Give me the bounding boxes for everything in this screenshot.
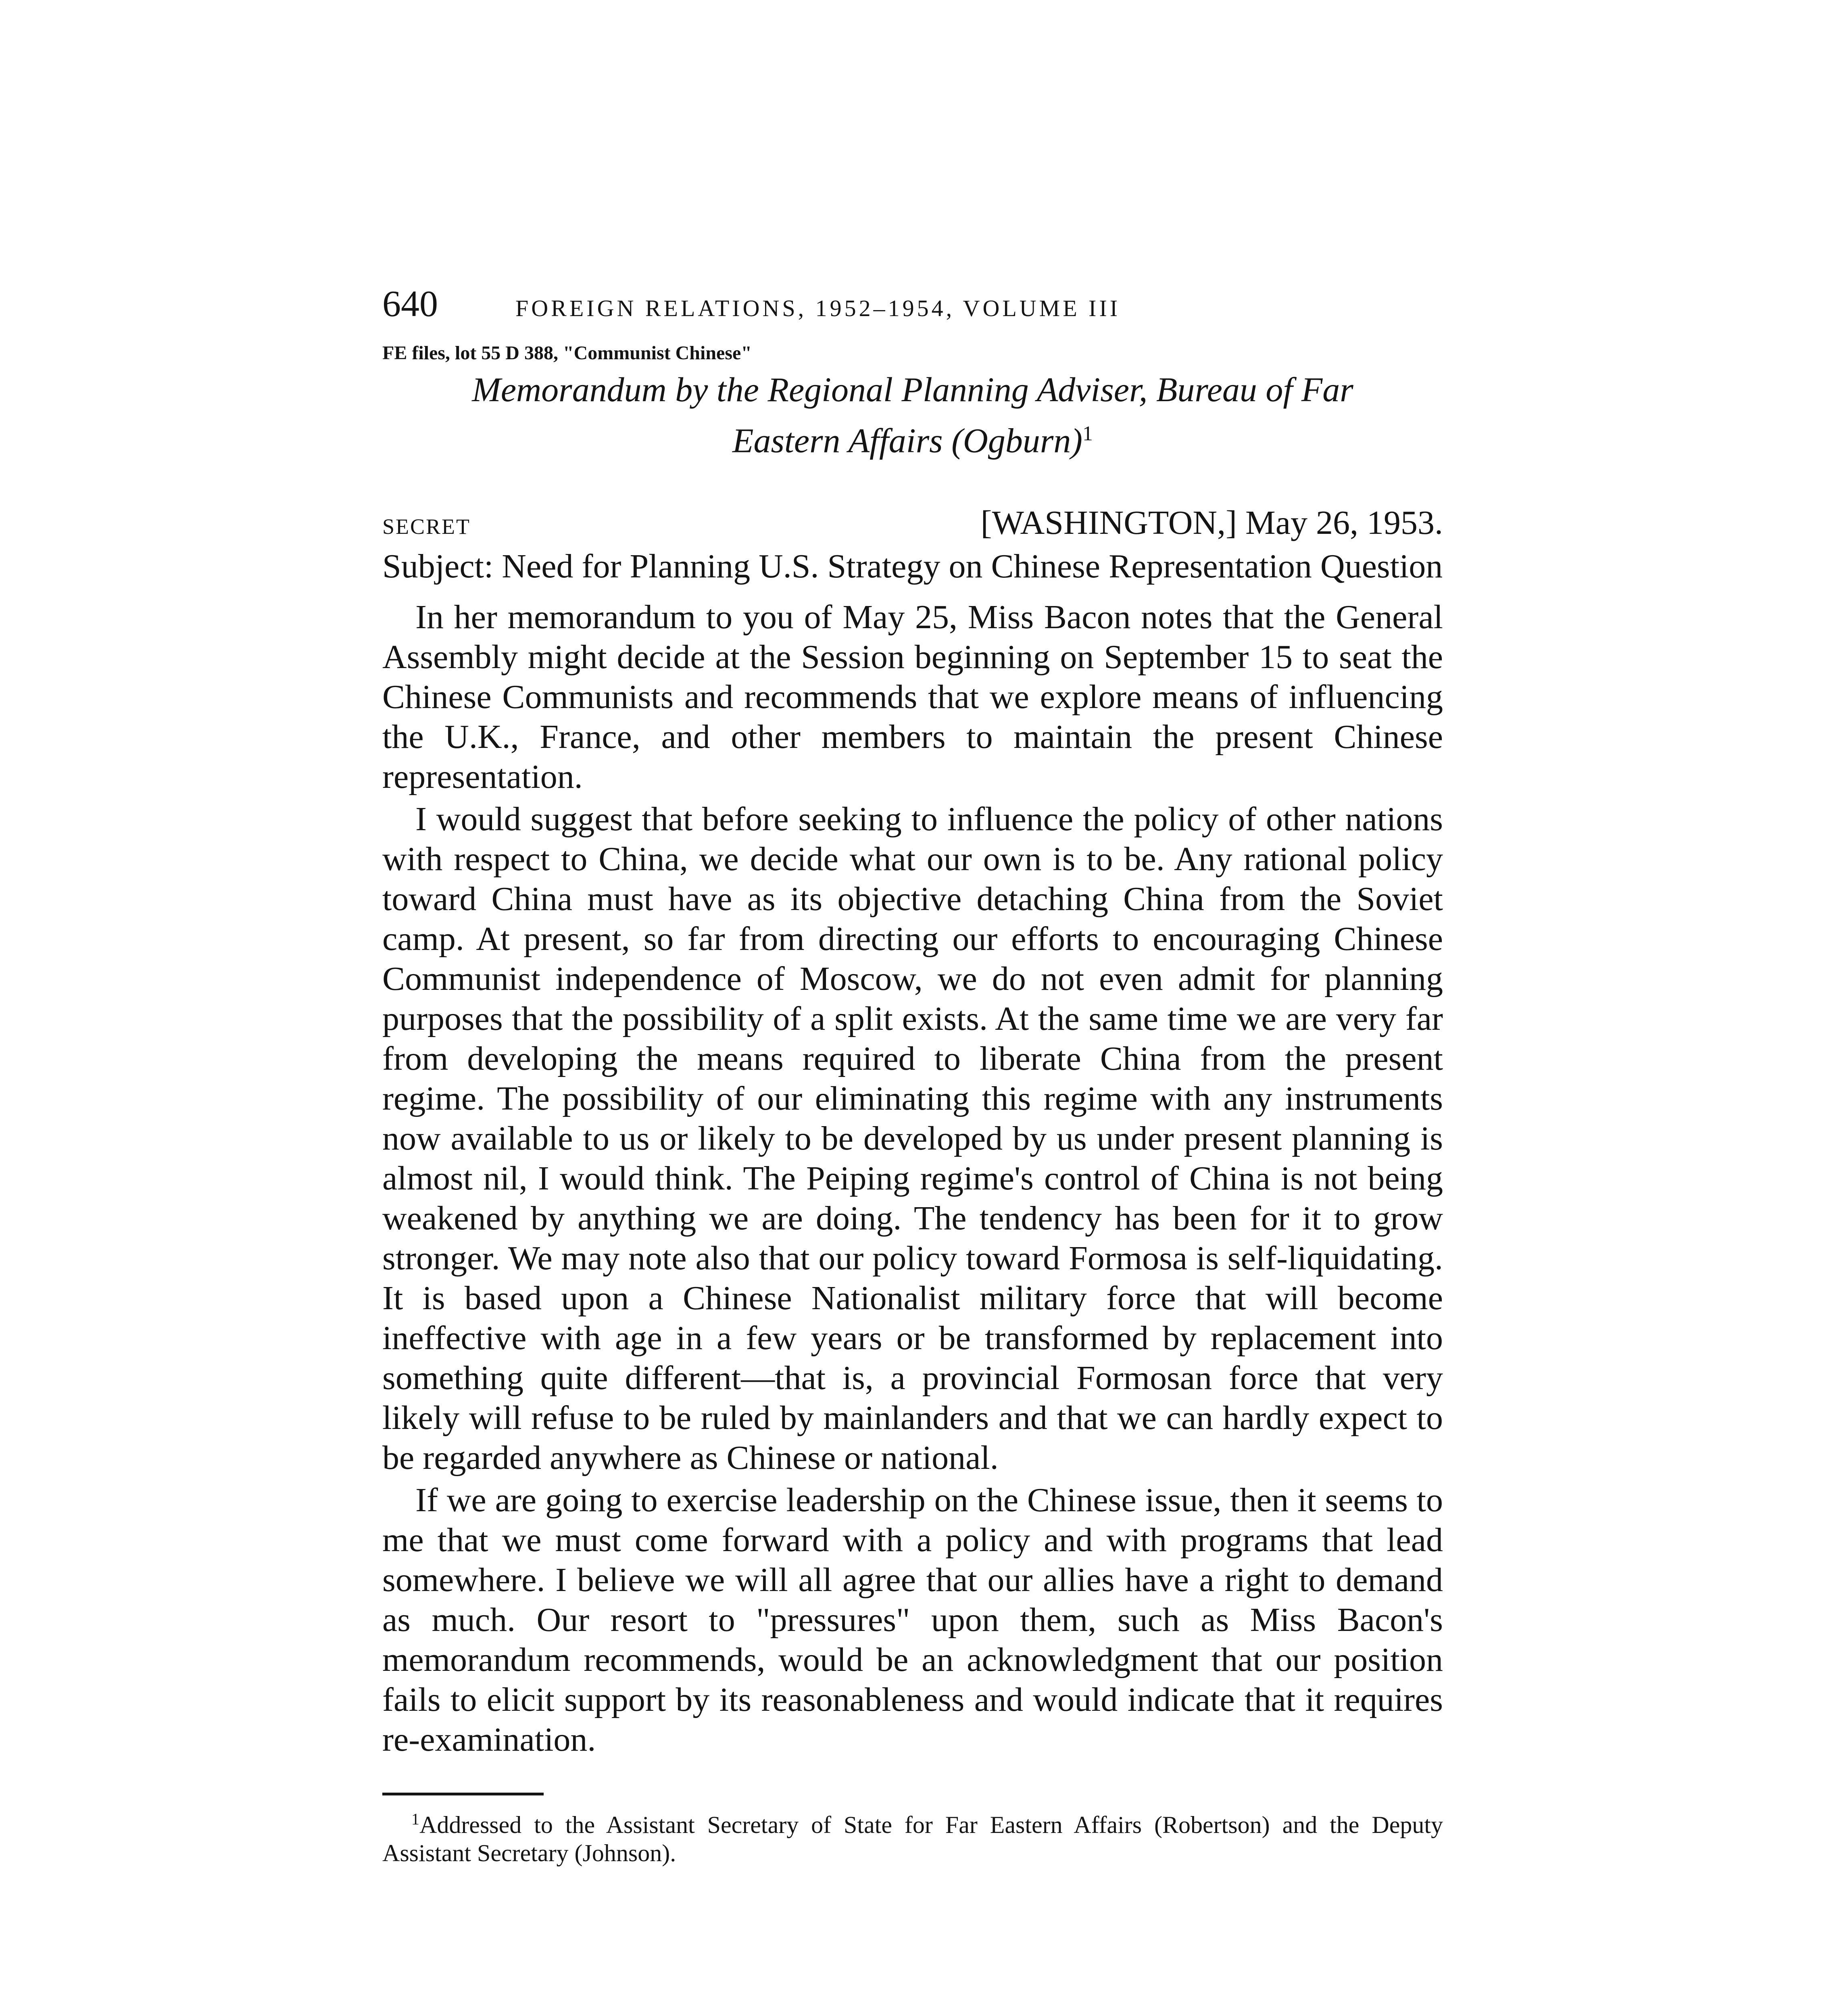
- document-title-line-1: Memorandum by the Regional Planning Adviser, Bureau of Far: [472, 370, 1353, 409]
- footnote-divider: [382, 1793, 544, 1795]
- footnote-text: Addressed to the Assistant Secretary of State for Far Eastern Affairs (Robertson) and the Deputy Assistant Secretary (Johnson).: [382, 1811, 1443, 1866]
- classification-row: [382, 503, 1443, 542]
- subject-line: Subject: Need for Planning U.S. Strategy on Chinese Representation Question: [382, 547, 1443, 585]
- document-title: [382, 367, 1443, 463]
- page-content: [382, 282, 1443, 1867]
- body-paragraph-3: If we are going to exercise leadership on the Chinese issue, then it seems to me that we must come forward with a policy and with programs that lead somewhere. I believe we will all agree that our allies have a right to demand as much. Our resort to "pressures" upon them, such as Miss Bacon's memorandum recommends, would be an acknowledgment that our position fails to elicit support by its reasonableness and would indicate that it requires re-examination.: [382, 1481, 1443, 1758]
- footnote-reference: 1: [1082, 422, 1093, 445]
- body-paragraph-1: In her memorandum to you of May 25, Miss Bacon notes that the General Assembly might decide at the Session beginning on September 15 to seat the Chinese Communists and recommends that we explore means of influencing the U.K., France, and other members to maintain the present Chinese representation.: [382, 598, 1443, 796]
- document-title-line-2-text: Eastern Affairs (Ogburn): [732, 421, 1082, 460]
- running-title: FOREIGN RELATIONS, 1952–1954, VOLUME III: [515, 295, 1121, 321]
- footnote: [382, 1805, 1443, 1867]
- running-head: [382, 282, 1443, 327]
- body-paragraph-2: I would suggest that before seeking to influence the policy of other nations with respect to China, we decide what our own is to be. Any rational policy toward China must have as its objective detaching China from the Soviet camp. At present, so far from directing our efforts to encouraging Chinese Communist independence of Moscow, we do not even admit for planning purposes that the possibility of a split exists. At the same time we are very far from developing the means required to liberate China from the present regime. The possibility of our eliminating this regime with any instruments now available to us or likely to be developed by us under present planning is almost nil, I would think. The Peiping regime's control of China is not being weakened by anything we are doing. The tendency has been for it to grow stronger. We may note also that our policy toward Formosa is self-liquidating. It is based upon a Chinese Nationalist military force that will become ineffective with age in a few years or be transformed by replacement into something quite different—that is, a provincial Formosan force that very likely will refuse to be ruled by mainlanders and that we can hardly expect to be regarded anywhere as Chinese or national.: [382, 800, 1443, 1477]
- source-note: FE files, lot 55 D 388, "Communist Chinese": [382, 342, 752, 364]
- dateline: [WASHINGTON,] May 26, 1953.: [980, 504, 1443, 541]
- page-number: 640: [382, 283, 438, 324]
- footnote-number: 1: [411, 1810, 419, 1828]
- classification-marking: SECRET: [382, 514, 471, 539]
- document-title-line-2: [382, 412, 1443, 463]
